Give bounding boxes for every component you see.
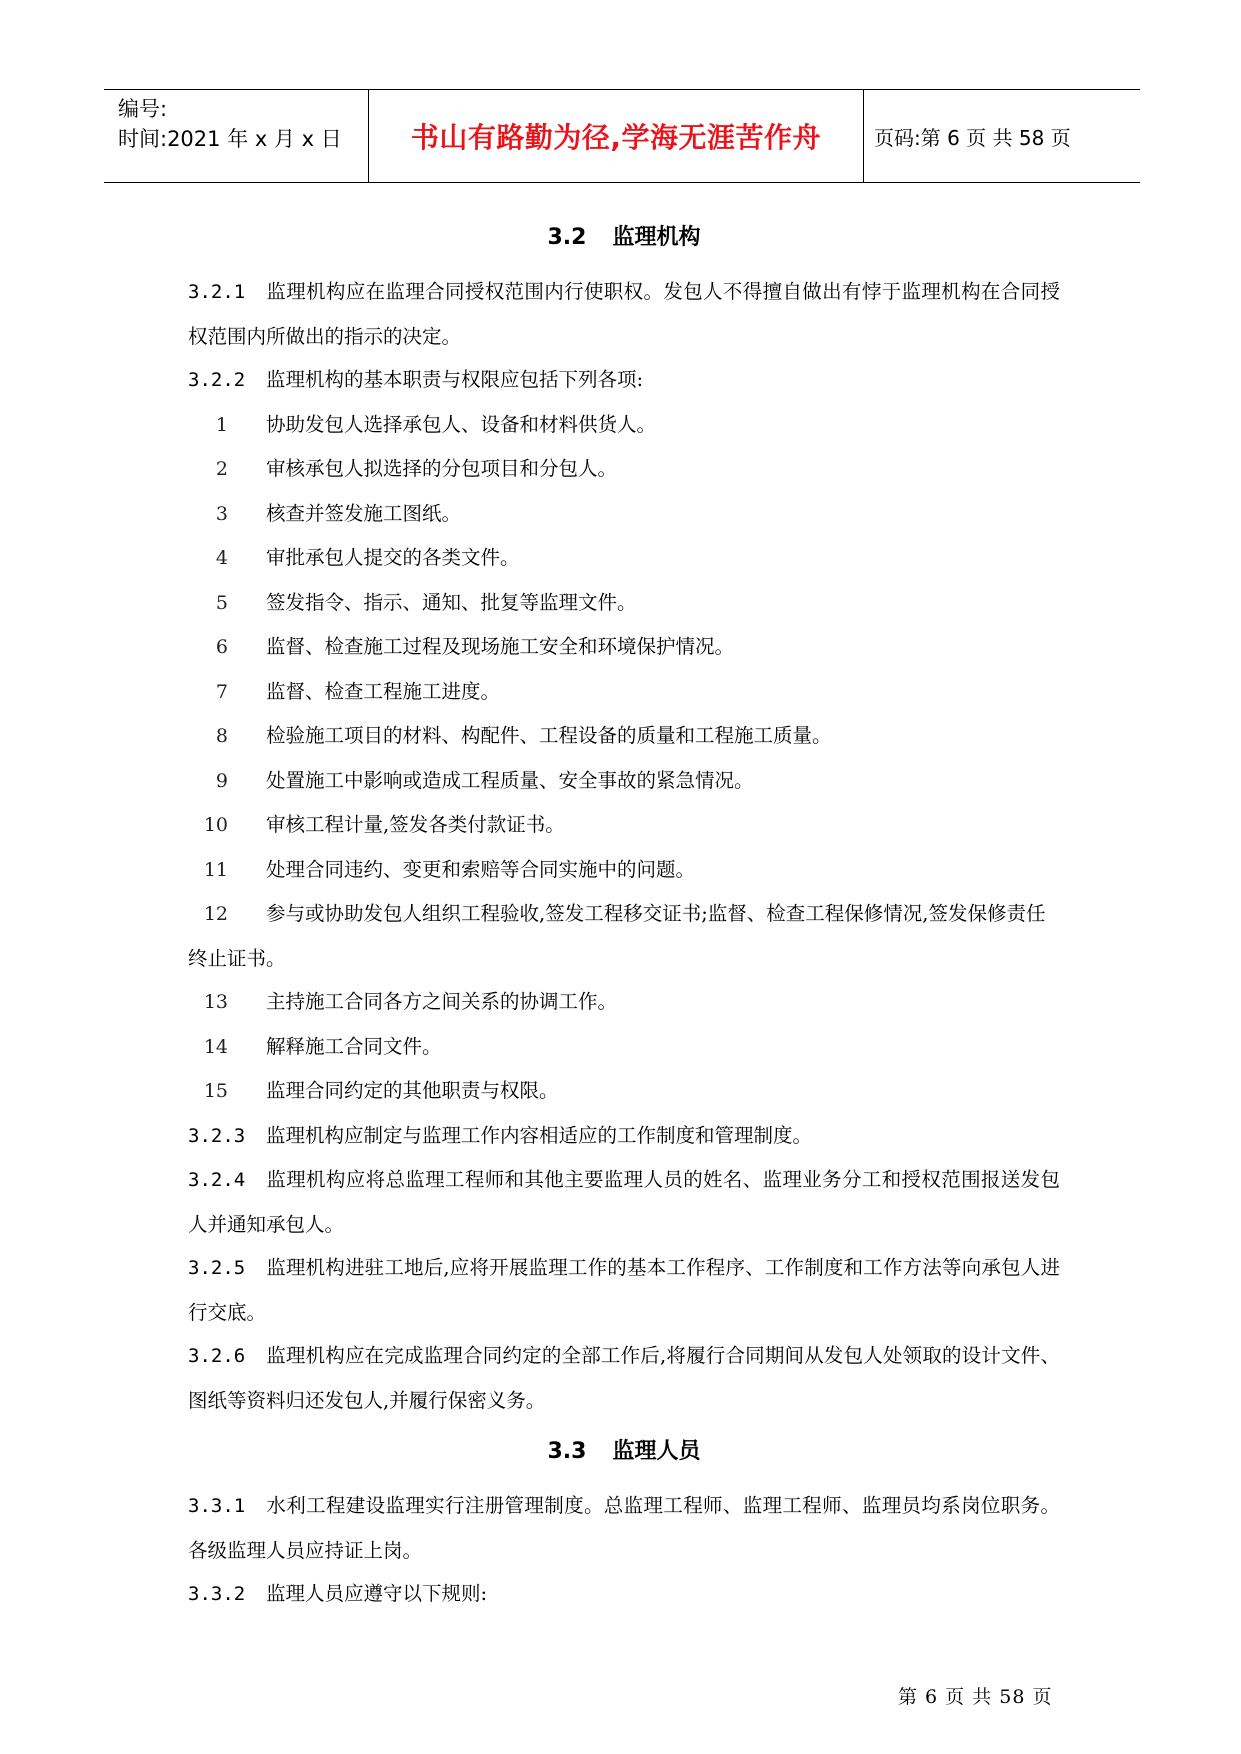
header-meta	[118, 94, 364, 154]
item-number: 6	[215, 636, 228, 658]
list-item	[188, 1025, 1060, 1070]
item-text: 签发指令、指示、通知、批复等监理文件。	[266, 590, 637, 614]
item-text: 监督、检查工程施工进度。	[266, 679, 501, 703]
item-number: 13	[203, 991, 228, 1013]
item-number: 11	[203, 858, 228, 881]
clause-3-2-2	[188, 358, 1060, 403]
item-text: 主持施工合同各方之间关系的协调工作。	[266, 990, 618, 1013]
clause-text: 监理机构应在监理合同授权范围内行使职权。发包人不得擅自做出有悖于监理机构在合同授权范围内所做出的指示的决定。	[188, 280, 1060, 348]
list-item	[188, 848, 1060, 893]
item-text: 处理合同违约、变更和索赔等合同实施中的问题。	[266, 857, 696, 881]
item-text: 协助发包人选择承包人、设备和材料供货人。	[266, 412, 657, 436]
clause-3-3-2	[188, 1572, 1060, 1617]
clause-3-2-4	[188, 1158, 1060, 1246]
clause-3-2-6	[188, 1334, 1060, 1422]
section-number: 3.2	[547, 225, 587, 250]
clause-text: 水利工程建设监理实行注册管理制度。总监理工程师、监理工程师、监理员均系岗位职务。各级监理人员应持证上岗。	[188, 1494, 1060, 1562]
clause-number: 3.2.2	[188, 369, 246, 391]
item-text: 审核工程计量,签发各类付款证书。	[266, 813, 565, 836]
item-text: 审核承包人拟选择的分包项目和分包人。	[266, 457, 618, 480]
clause-number: 3.2.5	[188, 1257, 246, 1279]
list-item	[188, 980, 1060, 1025]
clause-3-3-1	[188, 1484, 1060, 1572]
item-number: 8	[215, 725, 228, 747]
list-item	[188, 492, 1060, 537]
list-item	[188, 1069, 1060, 1114]
clause-number: 3.2.3	[188, 1124, 246, 1147]
clause-number: 3.2.1	[188, 281, 246, 303]
item-text: 检验施工项目的材料、构配件、工程设备的质量和工程施工质量。	[266, 724, 832, 747]
clause-number: 3.3.1	[188, 1495, 246, 1517]
section-title-3-2	[188, 218, 1060, 258]
clause-text: 监理机构应将总监理工程师和其他主要监理人员的姓名、监理业务分工和授权范围报送发包人并通知承包人。	[188, 1168, 1060, 1236]
item-text: 处置施工中影响或造成工程质量、安全事故的紧急情况。	[266, 768, 754, 792]
list-item	[188, 892, 1060, 980]
section-number: 3.3	[547, 1439, 587, 1464]
header-motto: 书山有路勤为径,学海无涯苦作舟	[368, 90, 864, 182]
list-item	[188, 403, 1060, 448]
clause-text: 监理机构应在完成监理合同约定的全部工作后,将履行合同期间从发包人处领取的设计文件、图纸等资料归还发包人,并履行保密义务。	[188, 1344, 1060, 1412]
item-text: 监督、检查施工过程及现场施工安全和环境保护情况。	[266, 635, 735, 658]
item-number: 3	[215, 502, 228, 525]
item-number: 2	[215, 458, 228, 480]
clause-text: 监理机构进驻工地后,应将开展监理工作的基本工作程序、工作制度和工作方法等向承包人进行交底。	[188, 1256, 1060, 1324]
clause-3-2-5	[188, 1246, 1060, 1334]
clause-3-2-3	[188, 1114, 1060, 1159]
item-number: 12	[203, 903, 228, 925]
section-heading: 监理机构	[612, 225, 701, 250]
duties-list	[188, 403, 1060, 1114]
list-item	[188, 625, 1060, 670]
item-number: 9	[215, 769, 228, 792]
list-item	[188, 581, 1060, 626]
clause-text: 监理人员应遵守以下规则:	[266, 1582, 488, 1605]
list-item	[188, 536, 1060, 581]
code-label: 编号:	[118, 97, 168, 121]
item-text: 监理合同约定的其他职责与权限。	[266, 1079, 559, 1102]
header-page-info: 页码:第 6 页 共 58 页	[874, 125, 1071, 150]
list-item	[188, 714, 1060, 759]
item-number: 14	[203, 1035, 228, 1058]
clause-number: 3.2.4	[188, 1169, 246, 1191]
section-title-3-3	[188, 1432, 1060, 1472]
item-text: 参与或协助发包人组织工程验收,签发工程移交证书;监督、检查工程保修情况,签发保修责任终止证书。	[188, 902, 1046, 970]
clause-number: 3.2.6	[188, 1345, 246, 1367]
item-text: 解释施工合同文件。	[266, 1034, 442, 1058]
section-heading: 监理人员	[612, 1439, 701, 1464]
item-number: 1	[215, 413, 228, 436]
clause-3-2-1	[188, 270, 1060, 358]
list-item	[188, 447, 1060, 492]
item-number: 10	[203, 814, 228, 836]
list-item	[188, 670, 1060, 715]
item-number: 5	[215, 591, 228, 614]
document-body	[188, 218, 1060, 1617]
clause-text: 监理机构的基本职责与权限应包括下列各项:	[266, 368, 644, 391]
item-number: 15	[203, 1080, 228, 1102]
time-label: 时间:2021 年 x 月 x 日	[118, 127, 342, 151]
clause-number: 3.3.2	[188, 1583, 246, 1605]
item-text: 核查并签发施工图纸。	[266, 501, 462, 525]
item-text: 审批承包人提交的各类文件。	[266, 546, 520, 569]
page-header	[104, 89, 1140, 183]
item-number: 4	[215, 547, 228, 569]
list-item	[188, 803, 1060, 848]
list-item	[188, 759, 1060, 804]
page-footer: 第 6 页 共 58 页	[898, 1686, 1053, 1708]
item-number: 7	[215, 680, 228, 703]
clause-text: 监理机构应制定与监理工作内容相适应的工作制度和管理制度。	[266, 1123, 813, 1147]
